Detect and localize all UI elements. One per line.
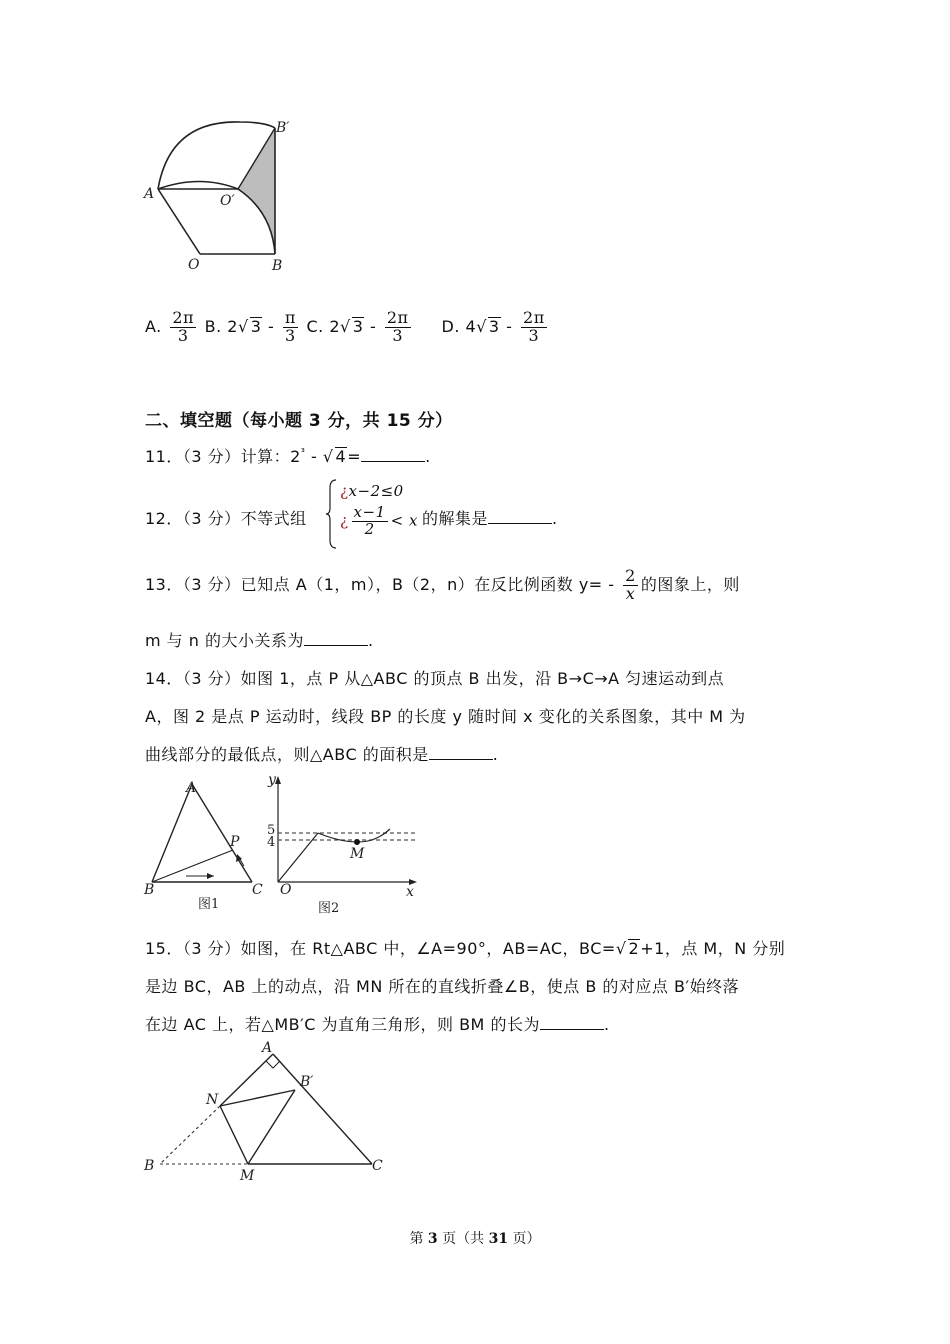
label-A: A <box>186 780 197 796</box>
q15-figure <box>140 1040 400 1190</box>
q12-line1: ¿x−2≤0 <box>340 482 404 500</box>
option-C-value: $\frac{2\pi}{3}$ <box>386 308 409 345</box>
page-number: 3 <box>427 1231 438 1247</box>
label-B-prime: B′ <box>300 1074 314 1090</box>
label-O-prime: O′ <box>220 193 235 209</box>
label-P: P <box>230 834 240 850</box>
label-M: M <box>240 1168 255 1184</box>
question-14-line1: 14．（3 分）如图 1，点 P 从△ABC 的顶点 B 出发，沿 B→C→A 匀速运动到点 <box>145 669 725 688</box>
question-12-text: 12．（3 分）不等式组 <box>145 509 307 528</box>
brace <box>324 478 338 550</box>
q10-figure <box>140 112 310 277</box>
q10-options: A. $\frac{2\pi}{3}$ B. 2√ 3 - $\frac{\pi}{3}$ C. 2√ 3 - $\frac{2\pi}{3}$ D. 4√ 3 - $\frac{2\pi}{3}$ <box>145 308 545 345</box>
answer-blank <box>304 631 368 646</box>
label-B: B <box>144 882 155 898</box>
label-C: C <box>372 1158 383 1174</box>
label-B: B <box>144 1158 155 1174</box>
option-C-letter: C. <box>306 316 324 336</box>
answer-blank <box>429 745 493 760</box>
total-pages: 31 <box>488 1231 509 1247</box>
question-15-line1: 15．（3 分）如图，在 Rt△ABC 中，∠A=90°，AB=AC，BC=√ 2+1，点 M，N 分别 <box>145 939 786 958</box>
option-D-value: $\frac{2\pi}{3}$ <box>523 308 545 345</box>
question-13-line2: m 与 n 的大小关系为 . <box>145 631 374 650</box>
label-y: y <box>268 772 276 788</box>
question-14-line3: 曲线部分的最低点，则△ABC 的面积是 . <box>145 745 499 764</box>
option-A-value: $\frac{2\pi}{3}$ <box>172 308 195 345</box>
question-15-line3: 在边 AC 上，若△MB′C 为直角三角形，则 BM 的长为 . <box>145 1015 610 1034</box>
label-M: M <box>350 846 365 862</box>
tick-5: 5 <box>267 823 276 838</box>
shaded-region <box>238 128 275 254</box>
question-15-line2: 是边 BC，AB 上的动点，沿 MN 所在的直线折叠∠B，使点 B 的对应点 B′始终落 <box>145 977 740 996</box>
label-C: C <box>252 882 263 898</box>
label-O: O <box>188 257 200 273</box>
option-D-letter: D. <box>441 316 460 336</box>
caption-fig2: 图2 <box>318 901 340 916</box>
label-B: B <box>272 258 283 274</box>
label-O: O <box>280 882 292 898</box>
label-N: N <box>206 1092 219 1108</box>
label-x: x <box>406 884 414 900</box>
q12-line2: ¿ $\frac{x-1}{2}$ < x <box>340 503 418 538</box>
option-A-letter: A. <box>145 316 162 336</box>
label-A: A <box>144 186 155 202</box>
option-B-value: $\frac{\pi}{3}$ <box>284 308 296 345</box>
label-A: A <box>262 1040 273 1056</box>
q14-figure-2 <box>258 770 428 916</box>
q14-figure-1 <box>140 774 270 914</box>
answer-blank <box>488 509 552 524</box>
page-footer: 第 3 页（共 31 页） <box>409 1231 541 1247</box>
tick-4: 4 <box>267 835 276 850</box>
answer-blank <box>540 1015 604 1030</box>
option-B-letter: B. <box>204 316 222 336</box>
inner-arc <box>158 182 238 190</box>
section-heading: 二、填空题（每小题 3 分，共 15 分） <box>145 411 453 431</box>
label-B-prime: B′ <box>276 120 290 136</box>
caption-fig1: 图1 <box>198 897 220 912</box>
q12-tail: 的解集是 . <box>422 509 558 528</box>
question-11: 11．（3 分）计算：$2^{^3}$ - √ 4= . <box>145 447 431 466</box>
question-14-line2: A，图 2 是点 P 运动时，线段 BP 的长度 y 随时间 x 变化的关系图象，其中 M 为 <box>145 707 746 726</box>
question-13-line1: 13．（3 分）已知点 A（1，m），B（2，n）在反比例函数 y= - $\frac{2}{x}$ 的图象上，则 <box>145 566 740 603</box>
answer-blank <box>361 447 425 462</box>
